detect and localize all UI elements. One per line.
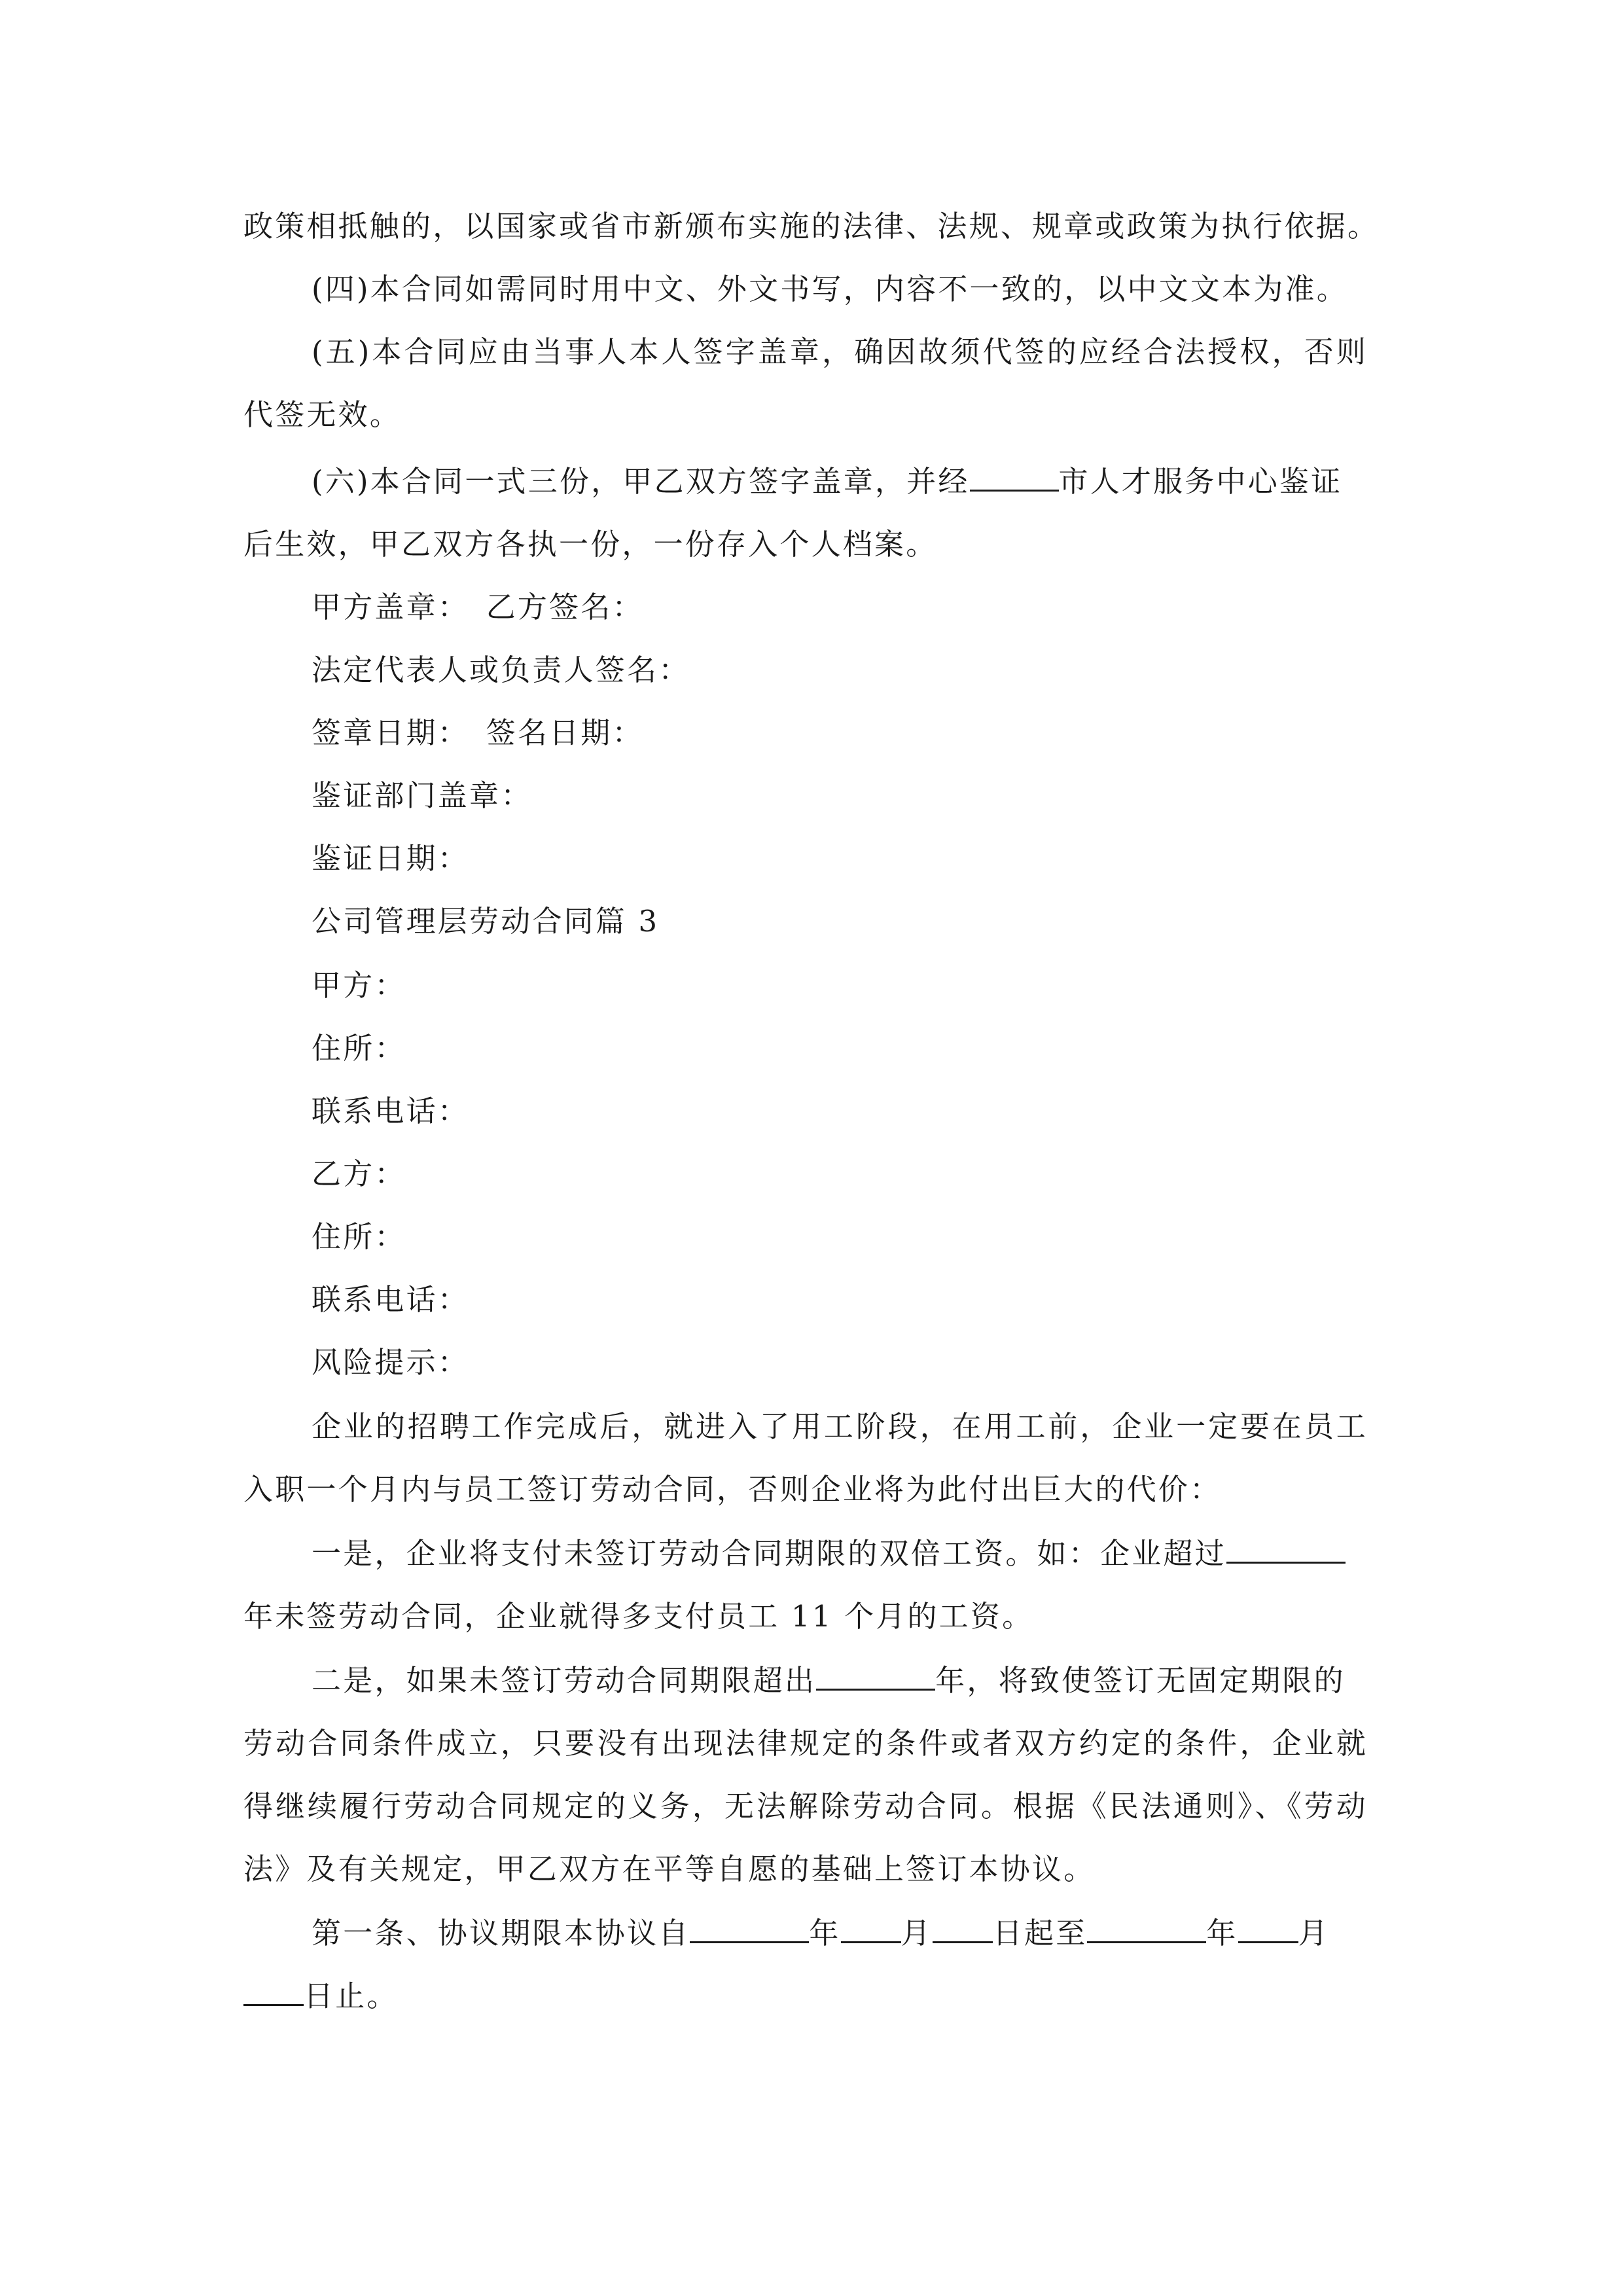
fill-blank <box>970 463 1059 492</box>
text-segment: 第一条、协议期限本协议自 <box>312 1916 690 1950</box>
signature-line: 签章日期： 签名日期： <box>312 715 644 750</box>
paragraph-line <box>312 1915 1330 1952</box>
field-label: 联系电话： <box>312 1282 470 1317</box>
paragraph-line: 劳动合同条件成立，只要没有出现法律规定的条件或者双方约定的条件，企业就 <box>243 1726 1368 1761</box>
text-segment: 日止。 <box>304 1979 399 2013</box>
field-label: 甲方： <box>312 968 406 1003</box>
paragraph-line <box>243 1978 399 2015</box>
field-label: 住所： <box>312 1031 406 1066</box>
paragraph-line <box>312 1535 1346 1572</box>
signature-line: 鉴证部门盖章： <box>312 778 533 813</box>
text-segment: 年 <box>809 1916 841 1950</box>
text-segment: 二是，如果未签订劳动合同期限超出 <box>312 1663 817 1698</box>
fill-blank <box>243 1978 304 2006</box>
field-label: 住所： <box>312 1219 406 1254</box>
paragraph-line: (五)本合同应由当事人本人签字盖章，确因故须代签的应经合法授权，否则 <box>312 334 1368 369</box>
paragraph-line: 企业的招聘工作完成后，就进入了用工阶段，在用工前，企业一定要在员工 <box>312 1409 1368 1444</box>
signature-line: 甲方盖章： 乙方签名： <box>312 590 644 624</box>
paragraph-line <box>312 1662 1346 1699</box>
fill-blank <box>841 1915 901 1943</box>
paragraph-line: (四)本合同如需同时用中文、外文书写，内容不一致的，以中文文本为准。 <box>312 272 1348 306</box>
field-label: 风险提示： <box>312 1345 470 1380</box>
text-segment: (六)本合同一式三份，甲乙双方签字盖章，并经 <box>312 464 970 499</box>
text-segment: 年，将致使签订无固定期限的 <box>935 1663 1346 1698</box>
field-label: 联系电话： <box>312 1094 470 1128</box>
signature-line: 鉴证日期： <box>312 841 470 876</box>
text-segment: 年 <box>1206 1916 1238 1950</box>
fill-blank <box>690 1915 809 1943</box>
section-heading: 公司管理层劳动合同篇 3 <box>312 904 660 939</box>
field-label: 乙方： <box>312 1157 406 1191</box>
fill-blank <box>1238 1915 1298 1943</box>
fill-blank <box>1226 1535 1346 1564</box>
paragraph-line: 得继续履行劳动合同规定的义务，无法解除劳动合同。根据《民法通则》、《劳动 <box>243 1789 1368 1823</box>
paragraph-line <box>312 463 1342 500</box>
fill-blank <box>816 1662 935 1691</box>
paragraph-line: 年未签劳动合同，企业就得多支付员工 11 个月的工资。 <box>243 1599 1034 1634</box>
text-segment: 月 <box>1298 1916 1330 1950</box>
signature-line: 法定代表人或负责人签名： <box>312 653 690 687</box>
fill-blank <box>933 1915 993 1943</box>
text-segment: 日起至 <box>992 1916 1088 1950</box>
fill-blank <box>1087 1915 1206 1943</box>
paragraph-line: 政策相抵触的，以国家或省市新颁布实施的法律、法规、规章或政策为执行依据。 <box>243 209 1380 243</box>
text-segment: 月 <box>901 1916 933 1950</box>
text-segment: 一是，企业将支付未签订劳动合同期限的双倍工资。如：企业超过 <box>312 1536 1226 1571</box>
text-segment: 市人才服务中心鉴证 <box>1058 464 1343 499</box>
paragraph-line: 代签无效。 <box>243 397 402 432</box>
paragraph-line: 入职一个月内与员工签订劳动合同，否则企业将为此付出巨大的代价： <box>243 1472 1222 1507</box>
paragraph-line: 后生效，甲乙双方各执一份，一份存入个人档案。 <box>243 527 938 562</box>
paragraph-line: 法》及有关规定，甲乙双方在平等自愿的基础上签订本协议。 <box>243 1852 1096 1886</box>
